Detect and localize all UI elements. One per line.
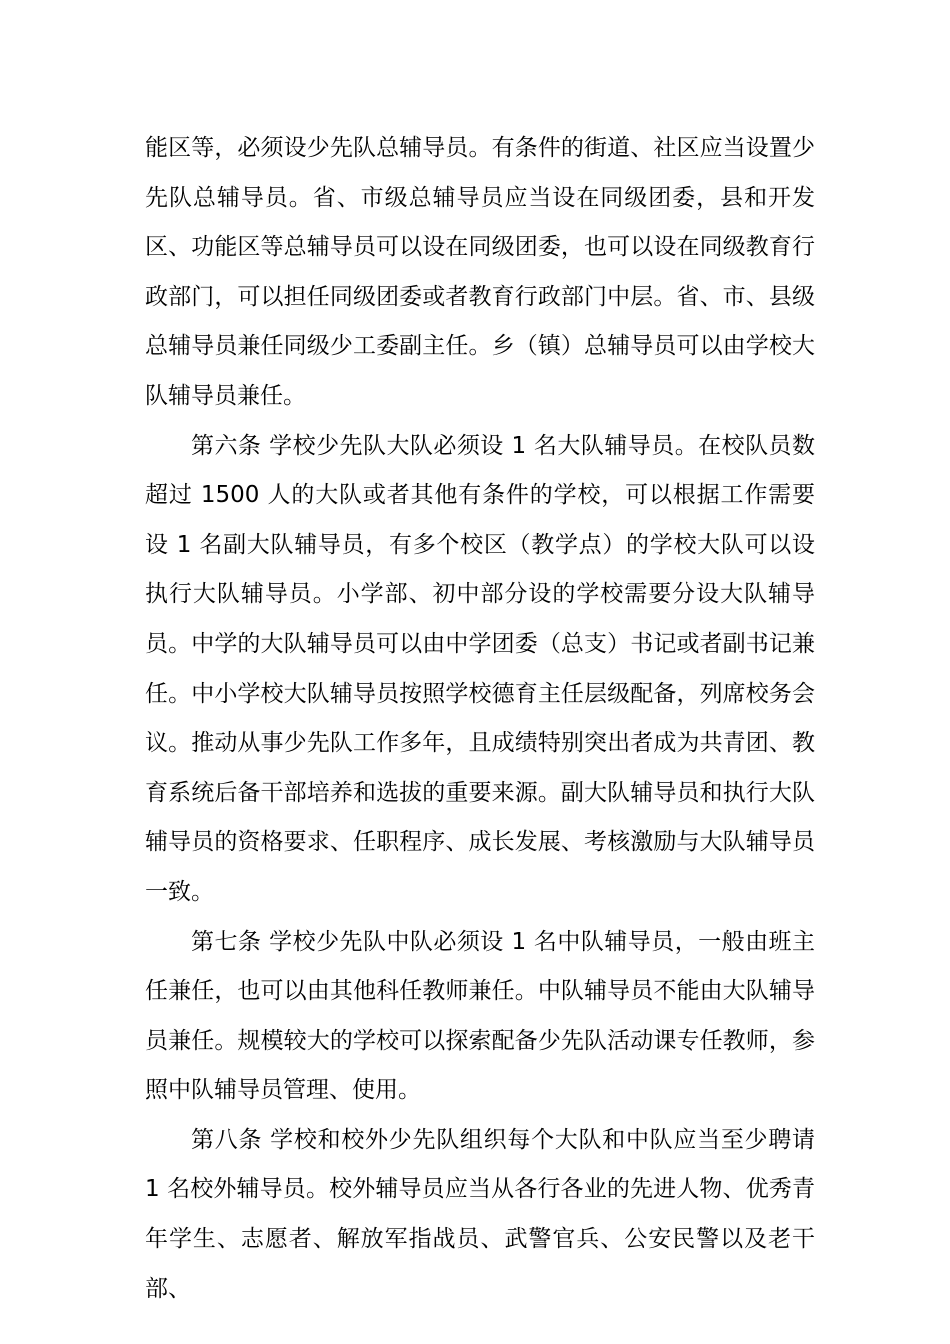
paragraph-article-7: 第七条 学校少先队中队必须设 1 名中队辅导员，一般由班主任兼任，也可以由其他科任教师兼任。中队辅导员不能由大队辅导员兼任。规模较大的学校可以探索配备少先队活动课专任教师，参照中队辅导员管理、使用。 <box>145 928 815 1104</box>
document-body <box>145 124 815 1314</box>
paragraph-article-6: 第六条 学校少先队大队必须设 1 名大队辅导员。在校队员数超过 1500 人的大队或者其他有条件的学校，可以根据工作需要设 1 名副大队辅导员，有多个校区（教学点）的学校大队可以设执行大队辅导员。小学部、初中部分设的学校需要分设大队辅导员。中学的大队辅导员可以由中学团委（总支）书记或者副书记兼任。中小学校大队辅导员按照学校德育主任层级配备，列席校务会议。推动从事少先队工作多年，且成绩特别突出者成为共青团、教育系统后备干部培养和选拔的重要来源。副大队辅导员和执行大队辅导员的资格要求、任职程序、成长发展、考核激励与大队辅导员一致。 <box>145 432 815 905</box>
paragraph-article-8: 第八条 学校和校外少先队组织每个大队和中队应当至少聘请 1 名校外辅导员。校外辅导员应当从各行各业的先进人物、优秀青年学生、志愿者、解放军指战员、武警官兵、公安民警以及老干部、 <box>145 1126 815 1302</box>
paragraph-continuation: 能区等，必须设少先队总辅导员。有条件的街道、社区应当设置少先队总辅导员。省、市级总辅导员应当设在同级团委，县和开发区、功能区等总辅导员可以设在同级团委，也可以设在同级教育行政部门，可以担任同级团委或者教育行政部门中层。省、市、县级总辅导员兼任同级少工委副主任。乡（镇）总辅导员可以由学校大队辅导员兼任。 <box>145 135 815 409</box>
